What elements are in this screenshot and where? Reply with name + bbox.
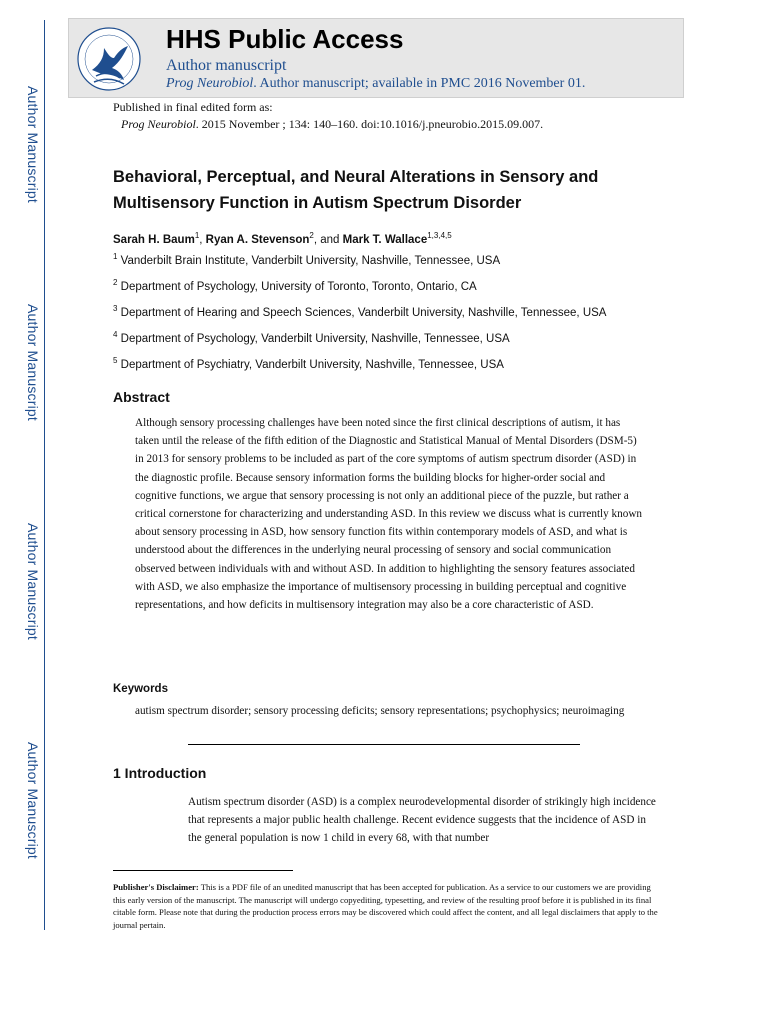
header-title: HHS Public Access [166, 24, 404, 54]
author-separator: , [199, 233, 206, 246]
paper-title: Behavioral, Perceptual, and Neural Alterations in Sensory and Multisensory Function in Autism Spectrum Disorder [113, 168, 599, 212]
affiliation [113, 278, 477, 293]
keywords-text: autism spectrum disorder; sensory processing deficits; sensory representations; psychophysics; neuroimaging [135, 705, 625, 717]
affiliation-number: 1 [113, 252, 118, 261]
introduction-text: Autism spectrum disorder (ASD) is a complex neurodevelopmental disorder of strikingly high incidence that represents a major public health challenge. Recent evidence suggests that the incidence of ASD in the general population is now 1 child in every 68, with that number [188, 796, 656, 844]
side-label-author-manuscript: Author Manuscript [25, 742, 41, 860]
affiliation-text: Department of Hearing and Speech Sciences, Vanderbilt University, Nashville, Tennessee, USA [120, 306, 607, 319]
keywords-heading: Keywords [113, 683, 168, 695]
header-availability [166, 76, 585, 92]
affiliation-number: 2 [113, 278, 118, 287]
affiliation-text: Department of Psychology, Vanderbilt University, Nashville, Tennessee, USA [120, 332, 510, 345]
footnote-divider [113, 870, 293, 871]
author-name: Ryan A. Stevenson [205, 233, 310, 246]
author-separator: , and [313, 233, 343, 246]
author-affiliation-number: 1 [194, 231, 200, 240]
hhs-eagle-seal-icon [74, 24, 144, 94]
header-journal: Prog Neurobiol [166, 76, 254, 91]
side-label-author-manuscript: Author Manuscript [25, 304, 41, 422]
side-label-author-manuscript: Author Manuscript [25, 523, 41, 641]
affiliation-number: 5 [113, 356, 118, 365]
author-list [113, 231, 452, 246]
affiliation [113, 252, 500, 267]
affiliation-text: Department of Psychiatry, Vanderbilt University, Nashville, Tennessee, USA [120, 358, 504, 371]
header-subtitle: Author manuscript [166, 57, 287, 74]
affiliation-text: Vanderbilt Brain Institute, Vanderbilt University, Nashville, Tennessee, USA [120, 254, 501, 267]
author-affiliation-number: 1,3,4,5 [427, 231, 452, 240]
affiliation [113, 304, 606, 319]
author-name: Mark T. Wallace [342, 233, 428, 246]
affiliation [113, 356, 504, 371]
affiliation [113, 330, 510, 345]
disclaimer-label: Publisher's Disclaimer: [113, 882, 199, 892]
header-availability-text: . Author manuscript; available in PMC 2016 November 01. [253, 76, 586, 91]
publication-citation [121, 117, 543, 132]
publication-journal: Prog Neurobiol [121, 117, 196, 131]
abstract-text: Although sensory processing challenges have been noted since the first clinical descriptions of autism, it has taken until the release of the fifth edition of the Diagnostic and Statistical Manual of Mental Disorders (DSM-5) in 2013 for sensory problems to be included as part of the core symptoms of autism spectrum disorder (ASD) in the diagnostic profile. Because sensory information forms the building blocks for higher-order social and cognitive functions, we argue that sensory processing is not only an additional piece of the puzzle, but rather a critical cornerstone for characterizing and understanding ASD. In this review we discuss what is currently known about sensory processing in ASD, how sensory function fits within contemporary models of ASD, and what is understood about the differences in the underlying neural processing of sensory and social communication observed between individuals with and without ASD. In addition to highlighting the sensory features associated with ASD, we also emphasize the importance of multisensory processing in building perceptual and cognitive representations, and how deficits in multisensory integration may also be a core characteristic of ASD. [135, 417, 643, 612]
introduction-heading: 1 Introduction [113, 765, 207, 781]
author-name: Sarah H. Baum [113, 233, 195, 246]
publisher-disclaimer [113, 881, 658, 931]
affiliation-number: 4 [113, 330, 118, 339]
author-affiliation-number: 2 [309, 231, 314, 240]
keywords-divider [188, 744, 580, 745]
publication-details: . 2015 November ; 134: 140–160. doi:10.1016/j.pneurobio.2015.09.007. [195, 117, 544, 131]
affiliation-number: 3 [113, 304, 118, 313]
affiliation-text: Department of Psychology, University of Toronto, Toronto, Ontario, CA [120, 280, 477, 293]
abstract-heading: Abstract [113, 389, 170, 405]
published-label: Published in final edited form as: [113, 100, 273, 114]
disclaimer-text: This is a PDF file of an unedited manuscript that has been accepted for publication. As a service to our customers we are providing this early version of the manuscript. The manuscript will undergo copyediting, typesetting, and review of the resulting proof before it is published in its final citable form. Please note that during the production process errors may be discovered which could affect the content, and all legal disclaimers that apply to the journal pertain. [113, 882, 658, 930]
side-label-author-manuscript: Author Manuscript [25, 86, 41, 204]
